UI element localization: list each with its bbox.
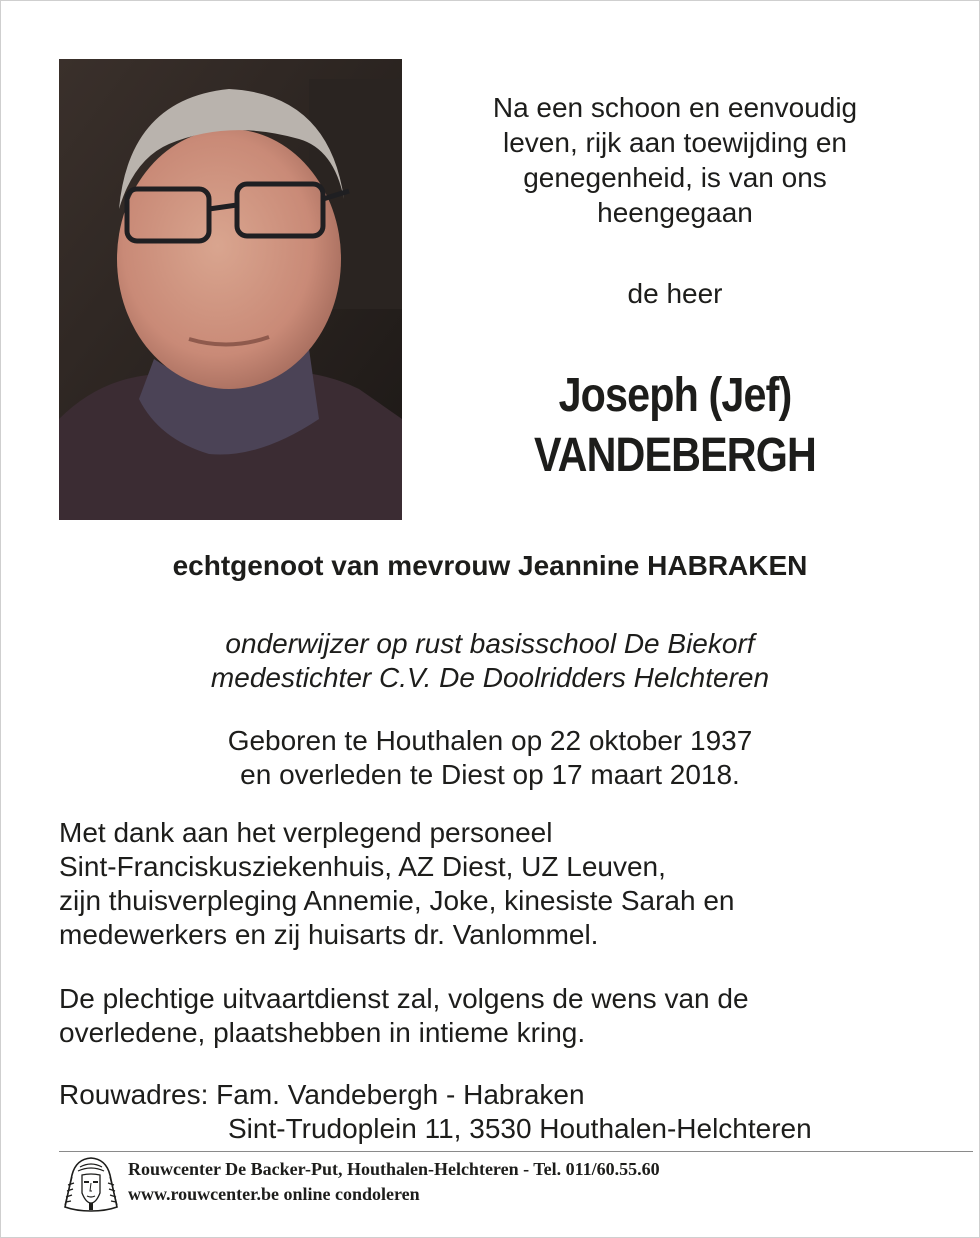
funeral-home-line: Rouwcenter De Backer-Put, Houthalen-Helchteren - Tel. 011/60.55.60 [128, 1159, 660, 1179]
portrait-photo [59, 59, 402, 520]
footer-text [128, 1157, 660, 1207]
footer-divider [59, 1151, 973, 1152]
intro-line: Na een schoon en eenvoudig [492, 92, 858, 123]
thanks-line: Met dank aan het verplegend personeel [59, 817, 553, 848]
spouse-line: echtgenoot van mevrouw Jeannine HABRAKEN [172, 550, 808, 581]
funeral-line: overledene, plaatshebben in intieme kring. [59, 1017, 586, 1048]
deceased-name [464, 366, 885, 486]
life-dates [0, 724, 980, 792]
thanks-line: zijn thuisverpleging Annemie, Joke, kinesiste Sarah en [59, 885, 735, 916]
pharaoh-logo-icon [62, 1155, 120, 1213]
funeral-paragraph [59, 982, 939, 1050]
last-name: VANDEBERGH [534, 429, 816, 482]
death-line: en overleden te Diest op 17 maart 2018. [240, 759, 740, 790]
funeral-line: De plechtige uitvaartdienst zal, volgens de wens van de [59, 983, 749, 1014]
address-line-1: Rouwadres: Fam. Vandebergh - Habraken [59, 1079, 585, 1110]
roles [0, 627, 980, 695]
website-link[interactable]: www.rouwcenter.be online condoleren [128, 1184, 420, 1204]
thanks-line: Sint-Franciskusziekenhuis, AZ Diest, UZ Leuven, [59, 851, 666, 882]
thanks-line: medewerkers en zij huisarts dr. Vanlommel. [59, 919, 599, 950]
role-line: medestichter C.V. De Doolridders Helchteren [210, 662, 770, 693]
intro-line: genegenheid, is van ons [523, 162, 827, 193]
address-line-2: Sint-Trudoplein 11, 3530 Houthalen-Helchteren [228, 1113, 812, 1144]
birth-line: Geboren te Houthalen op 22 oktober 1937 [227, 725, 753, 756]
intro-line: heengegaan [597, 197, 753, 228]
role-line: onderwijzer op rust basisschool De Biekorf [225, 628, 755, 659]
intro-text [430, 90, 920, 230]
first-name: Joseph (Jef) [558, 369, 792, 422]
intro-line: leven, rijk aan toewijding en [503, 127, 847, 158]
thanks-paragraph [59, 816, 939, 952]
title-text: de heer [627, 278, 723, 309]
